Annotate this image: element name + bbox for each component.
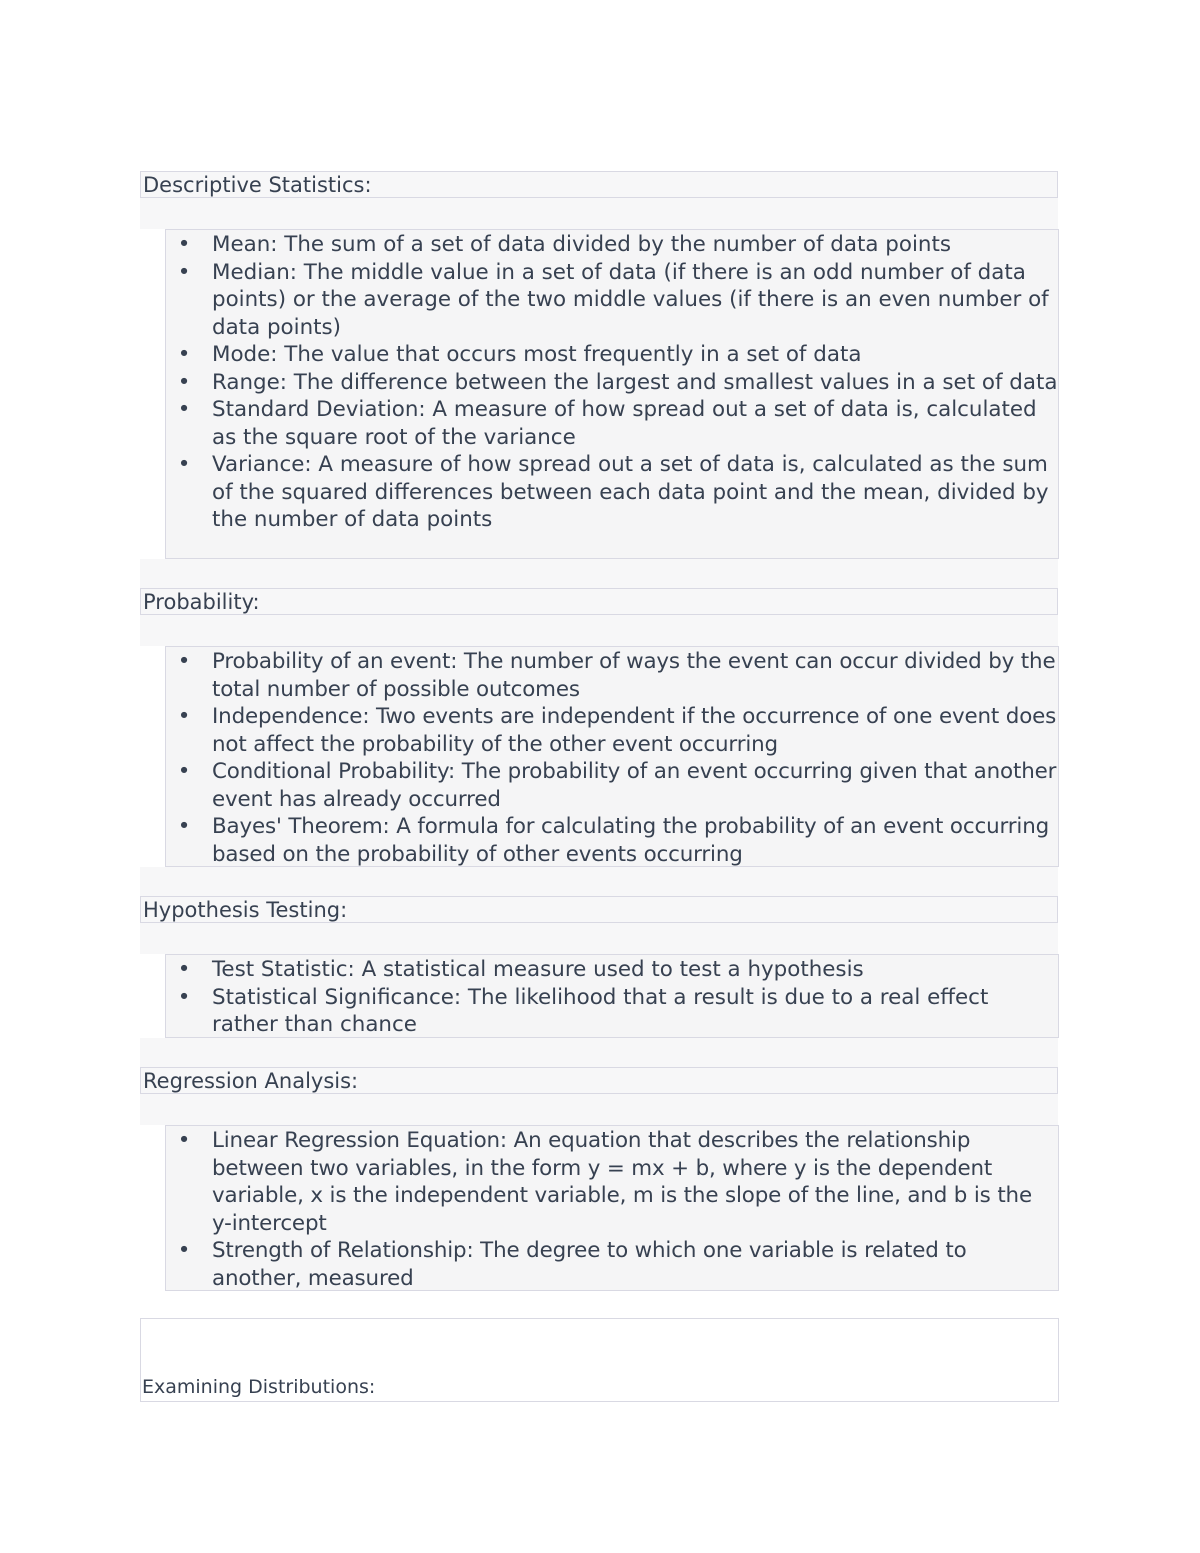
bullet-icon: •: [177, 649, 191, 674]
bullet-icon: •: [177, 342, 191, 367]
list-item: • Mode: The value that occurs most frequently in a set of data: [166, 341, 1058, 369]
list-item: • Conditional Probability: The probability of an event occurring given that another event has already occurred: [166, 758, 1058, 813]
section-spacer: [140, 923, 1058, 954]
bullet-icon: •: [177, 1238, 191, 1263]
section-spacer: [140, 198, 1058, 229]
section-heading: Descriptive Statistics:: [140, 171, 1058, 198]
bullet-icon: •: [177, 259, 191, 285]
bullet-icon: •: [177, 369, 191, 395]
list-item: • Mean: The sum of a set of data divided by the number of data points: [166, 231, 1058, 259]
bullet-list: [165, 229, 1059, 559]
list-item: • Range: The difference between the largest and smallest values in a set of data: [166, 369, 1058, 397]
section-heading: Probability:: [140, 588, 1058, 615]
bullet-icon: •: [177, 814, 191, 839]
bullet-icon: •: [177, 704, 191, 729]
list-item: • Median: The middle value in a set of data (if there is an odd number of data points) or the average of the two middle values (if there is an even number of data points): [166, 259, 1058, 342]
bullet-icon: •: [177, 452, 191, 477]
bullet-icon: •: [177, 397, 191, 422]
section-heading: Examining Distributions:: [142, 1376, 376, 1398]
bullet-list: [165, 954, 1059, 1038]
section-spacer: [140, 615, 1058, 646]
list-item: • Linear Regression Equation: An equation that describes the relationship between two variables, in the form y = mx + b, where y is the dependent variable, x is the independent variable, m is the slope of the line, and b is the y-intercept: [166, 1127, 1058, 1237]
section-heading: Hypothesis Testing:: [140, 896, 1058, 923]
section-heading: Regression Analysis:: [140, 1067, 1058, 1094]
bullet-icon: •: [177, 1128, 191, 1153]
bullet-list: [165, 646, 1059, 867]
bullet-list: [165, 1125, 1059, 1291]
section-spacer: [140, 559, 1058, 588]
bullet-icon: •: [177, 759, 191, 784]
list-item: • Probability of an event: The number of ways the event can occur divided by the total number of possible outcomes: [166, 648, 1058, 703]
list-item: • Bayes' Theorem: A formula for calculating the probability of an event occurring based on the probability of other events occurring: [166, 813, 1058, 868]
list-item: • Independence: Two events are independent if the occurrence of one event does not affect the probability of the other event occurring: [166, 703, 1058, 758]
bullet-icon: •: [177, 984, 191, 1010]
list-item: • Variance: A measure of how spread out a set of data is, calculated as the sum of the squared differences between each data point and the mean, divided by the number of data points: [166, 451, 1058, 534]
section-spacer: [140, 1038, 1058, 1067]
bullet-icon: •: [177, 232, 191, 257]
list-item: • Test Statistic: A statistical measure used to test a hypothesis: [166, 956, 1058, 984]
list-item: • Strength of Relationship: The degree to which one variable is related to another, measured: [166, 1237, 1058, 1292]
section-spacer: [140, 1094, 1058, 1125]
bullet-icon: •: [177, 957, 191, 982]
distributions-box: [140, 1318, 1059, 1402]
list-item: • Standard Deviation: A measure of how spread out a set of data is, calculated as the square root of the variance: [166, 396, 1058, 451]
section-spacer: [140, 867, 1058, 896]
list-item: • Statistical Significance: The likelihood that a result is due to a real effect rather than chance: [166, 984, 1058, 1039]
